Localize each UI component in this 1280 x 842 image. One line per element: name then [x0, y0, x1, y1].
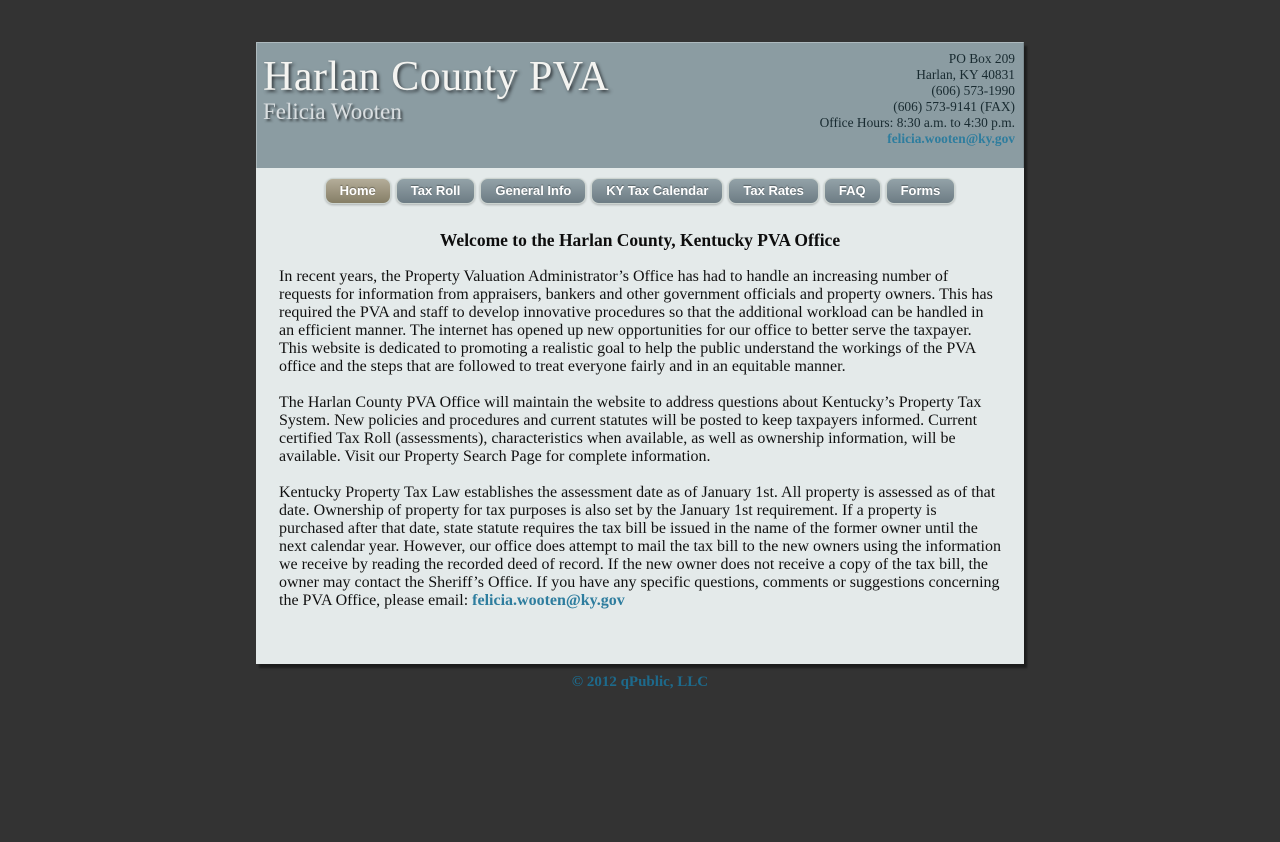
contact-fax: (606) 573-9141 (FAX) — [893, 99, 1015, 115]
nav-button-tax-rates[interactable]: Tax Rates — [728, 178, 818, 204]
site-header — [256, 42, 1024, 168]
contact-phone: (606) 573-1990 — [931, 83, 1015, 99]
main-nav — [256, 168, 1024, 204]
contact-info — [820, 51, 1015, 148]
website-purpose-paragraph: The Harlan County PVA Office will maintain the website to address questions about Kentucky’s Property Tax System. New policies and procedures and current statutes will be posted to keep taxpayers informed. Current certified Tax Roll (assessments), characteristics when available, as well as ownership information, will be available. Visit our Property Search Page for complete information. — [279, 394, 982, 465]
page-container — [256, 42, 1024, 664]
footer-copyright-link[interactable]: © 2012 qPublic, LLC — [571, 674, 709, 690]
nav-button-faq[interactable]: FAQ — [824, 178, 881, 204]
tax-law-paragraph — [279, 484, 1001, 610]
nav-button-tax-roll[interactable]: Tax Roll — [396, 178, 476, 204]
contact-po-box: PO Box 209 — [948, 51, 1015, 66]
site-subtitle: Felicia Wooten — [263, 99, 402, 124]
intro-paragraph: In recent years, the Property Valuation Administrator’s Office has had to handle an increasing number of requests for information from appraisers, bankers and other government officials and property owners. This has required the PVA and staff to develop innovative procedures so that the additional workload can be handled in an efficient manner. The internet has opened up new opportunities for our office to better serve the taxpayer. This website is dedicated to promoting a realistic goal to help the public understand the workings of the PVA office and the steps that are followed to treat everyone fairly and in an equitable manner. — [279, 268, 993, 375]
header-email-link[interactable]: felicia.wooten@ky.gov — [887, 131, 1015, 147]
contact-city: Harlan, KY 40831 — [916, 67, 1015, 83]
main-content — [256, 231, 1024, 664]
page-footer — [0, 664, 1280, 691]
site-title: Harlan County PVA — [263, 54, 610, 100]
contact-office-hours: Office Hours: 8:30 a.m. to 4:30 p.m. — [819, 115, 1015, 131]
nav-button-home[interactable]: Home — [325, 178, 391, 204]
tax-law-paragraph-text: Kentucky Property Tax Law establishes the assessment date as of January 1st. All property is assessed as of that date. Ownership of property for tax purposes is also set by the January 1st requirement. If a property is purchased after that date, state statute requires the tax bill be issued in the name of the former owner until the next calendar year. However, our office does attempt to mail the tax bill to the new owners using the information we receive by reading the recorded deed of record. If the new owner does not receive a copy of the tax bill, the owner may contact the Sheriff’s Office. If you have any specific questions, comments or suggestions concerning the PVA Office, please email: — [279, 484, 1001, 609]
nav-button-ky-tax-calendar[interactable]: KY Tax Calendar — [591, 178, 723, 204]
body-email-link[interactable]: felicia.wooten@ky.gov — [472, 592, 625, 609]
nav-button-general-info[interactable]: General Info — [480, 178, 586, 204]
page-title: Welcome to the Harlan County, Kentucky PVA Office — [439, 230, 841, 250]
nav-button-forms[interactable]: Forms — [886, 178, 956, 204]
